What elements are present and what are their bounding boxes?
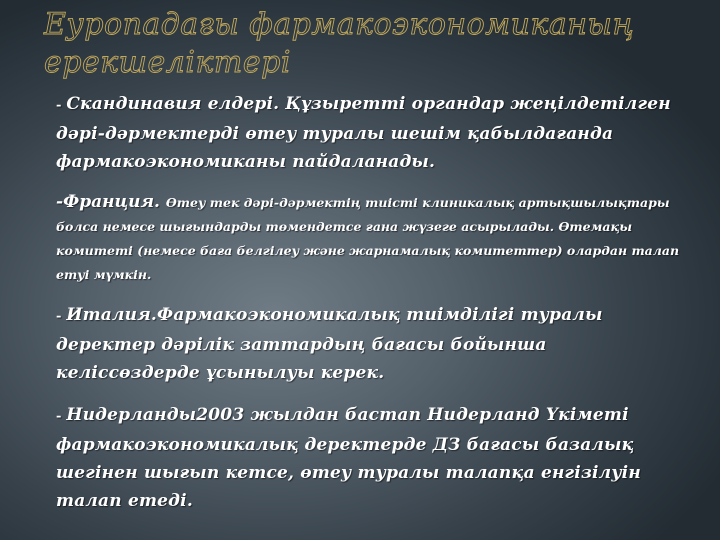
- paragraph-text: Италия.Фармакоэкономикалық тиімділігі туралы деректер дәрілік заттардың бағасы бойынша келіссөздерде ұсынылуы керек.: [56, 305, 603, 383]
- paragraph-dash: -: [56, 192, 64, 212]
- paragraph-lead: Франция.: [63, 192, 166, 212]
- paragraph-dash: -: [56, 309, 67, 324]
- paragraph-text: Өтеу тек дәрі-дәрмектің тиісті клиникалық артықшылықтары болса немесе шығындарды төмендетсе ғана жүзеге асырылады. Өтемақы комитеті (немесе баға белгілеу және жарнамалық комитеттер) олардан талап етуі мүмкін.: [56, 195, 680, 282]
- slide-body: [56, 90, 692, 515]
- paragraph-text: Скандинавия елдері. Құзыретті органдар жеңілдетілген дәрі-дәрмектерді өтеу туралы шешім қабылдағанда фармакоэкономиканы пайдаланады.: [56, 94, 671, 172]
- paragraph-netherlands: [56, 401, 692, 515]
- paragraph-scandinavia: [56, 90, 692, 176]
- slide-title: Еуропадағы фармакоэкономиканың ерекшеліктері: [44, 7, 635, 80]
- paragraph-italy: [56, 301, 692, 387]
- paragraph-dash: -: [56, 98, 67, 113]
- paragraph-france: [56, 190, 692, 287]
- paragraph-dash: -: [56, 409, 67, 424]
- paragraph-text: Нидерланды2003 жылдан бастап Нидерланд Үкіметі фармакоэкономикалық деректерде ДЗ бағасы базалық шегінен шығып кетсе, өтеу туралы талапқа енгізілуін талап етеді.: [56, 405, 641, 511]
